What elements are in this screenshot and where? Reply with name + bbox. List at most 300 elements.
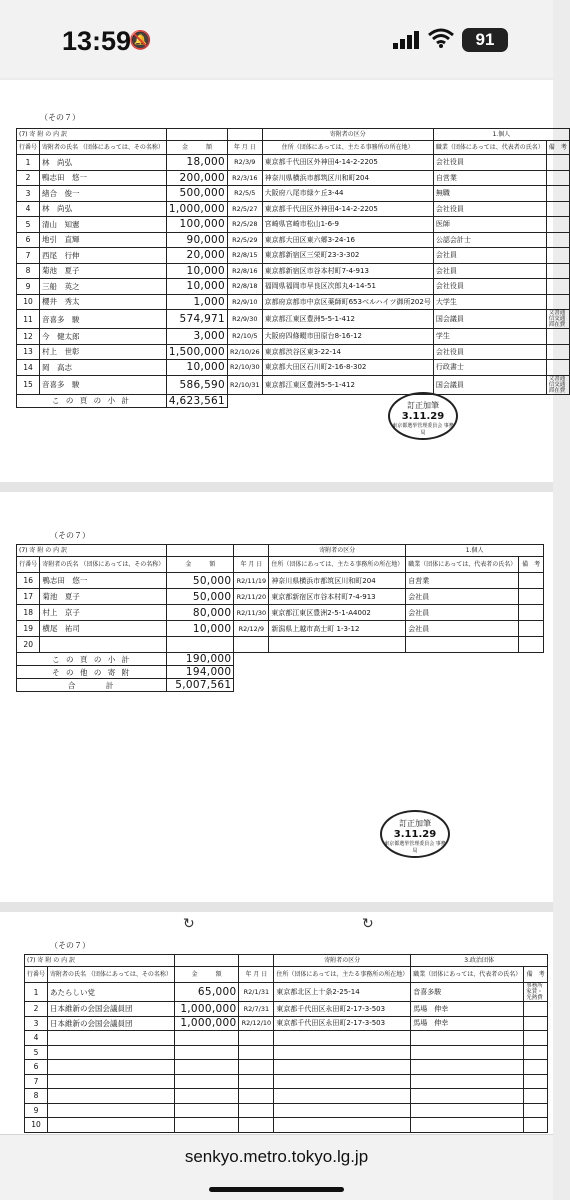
donor-name [48, 1074, 175, 1089]
donation-table-2 [16, 544, 544, 692]
row-number: 2 [17, 170, 40, 186]
rotate-icon: ↻ [362, 916, 374, 932]
donor-address: 東京都江東区豊洲5-5-1-412 [262, 375, 433, 394]
row-number: 14 [17, 360, 40, 376]
donation-date [239, 1089, 274, 1104]
donor-name: 音喜多 駿 [40, 375, 167, 394]
table-row [17, 155, 570, 171]
donor-occupation: 国会議員 [433, 310, 546, 329]
donor-name [48, 1060, 175, 1075]
donation-date: R2/8/16 [228, 263, 263, 279]
url-bar[interactable] [0, 1134, 553, 1200]
row-number: 10 [17, 294, 40, 310]
row-no-header: 行番号 [17, 141, 40, 155]
donation-date [234, 637, 269, 653]
donation-date: R2/5/5 [228, 186, 263, 202]
donor-address: 神奈川県横浜市都筑区川和町204 [262, 170, 433, 186]
table-row [25, 983, 548, 1002]
table-row [17, 170, 570, 186]
donation-amount: 80,000 [167, 605, 234, 621]
donation-amount [174, 1060, 239, 1075]
donor-name [40, 637, 167, 653]
remarks [519, 589, 544, 605]
donation-amount: 10,000 [166, 360, 227, 376]
donor-name: 横尾 祐司 [40, 621, 167, 637]
donation-amount [174, 1074, 239, 1089]
row-number: 9 [17, 279, 40, 295]
date-header: 年 月 日 [239, 967, 274, 983]
donor-address: 東京都千代田区永田町2-17-3-503 [274, 1016, 411, 1031]
remarks [524, 1045, 548, 1060]
donor-occupation: 無職 [433, 186, 546, 202]
signal-icon [393, 31, 421, 49]
remarks [524, 1074, 548, 1089]
document-page-2 [0, 492, 553, 902]
document-page-3 [0, 912, 553, 1134]
section-title: (7) 寄 附 の 内 訳 [25, 955, 175, 967]
row-number: 18 [17, 605, 40, 621]
donation-table-1 [16, 128, 570, 408]
donation-amount: 1,000,000 [174, 1002, 239, 1017]
donor-occupation: 会社員 [406, 621, 519, 637]
donor-address [274, 1031, 411, 1046]
donor-address: 宮崎県宮崎市松山1-6-9 [262, 217, 433, 233]
donation-amount: 1,000,000 [166, 201, 227, 217]
donation-date: R2/11/19 [234, 573, 269, 589]
row-number: 2 [25, 1002, 48, 1017]
table-row [25, 1089, 548, 1104]
remarks: 文書通信交通滞在費 [546, 310, 569, 329]
job-header: 職業（団体にあっては、代表者の氏名） [433, 141, 546, 155]
donor-occupation: 医師 [433, 217, 546, 233]
page-divider [0, 902, 553, 912]
table-row [17, 310, 570, 329]
remarks [524, 1031, 548, 1046]
donor-name: 音喜多 駿 [40, 310, 167, 329]
row-number: 4 [25, 1031, 48, 1046]
row-number: 5 [17, 217, 40, 233]
donation-date: R2/3/16 [228, 170, 263, 186]
donation-amount: 10,000 [166, 279, 227, 295]
donor-occupation [411, 1045, 524, 1060]
row-no-header: 行番号 [17, 557, 40, 573]
donor-address [274, 1089, 411, 1104]
remarks [524, 1002, 548, 1017]
row-number: 15 [17, 375, 40, 394]
page-label: （その７） [50, 531, 90, 540]
row-number: 8 [25, 1089, 48, 1104]
donor-address: 東京都千代田区外神田4-14-2-2205 [262, 201, 433, 217]
donation-date: R2/10/30 [228, 360, 263, 376]
donor-name [48, 1031, 175, 1046]
donor-occupation: 自営業 [406, 573, 519, 589]
remarks [519, 573, 544, 589]
donor-address: 京都府京都市中京区薬師町653ベルハイツ御所202号 [262, 294, 433, 310]
section-title: (7) 寄 附 の 内 訳 [17, 129, 167, 141]
donor-occupation [411, 1060, 524, 1075]
table-row [17, 344, 570, 360]
table-row [25, 1060, 548, 1075]
donor-name [48, 1089, 175, 1104]
remarks [524, 1118, 548, 1133]
donation-amount [174, 1089, 239, 1104]
donor-address: 大阪府四條畷市田原台8-16-12 [262, 329, 433, 345]
donor-name: 櫻井 秀太 [40, 294, 167, 310]
remarks [524, 1016, 548, 1031]
donation-amount: 3,000 [166, 329, 227, 345]
total-label: 合 計 [17, 679, 167, 692]
donation-date: R2/12/10 [239, 1016, 274, 1031]
wifi-icon [428, 28, 454, 48]
donation-date: R2/8/15 [228, 248, 263, 264]
donation-date [239, 1074, 274, 1089]
donation-amount: 586,590 [166, 375, 227, 394]
name-header: 寄附者の氏名 （団体にあっては、その名称） [48, 967, 175, 983]
donor-occupation: 会社役員 [433, 155, 546, 171]
table-row [25, 1002, 548, 1017]
donor-address: 神奈川県横浜市都筑区川和町204 [269, 573, 406, 589]
donor-address [269, 637, 406, 653]
donor-occupation: 大学生 [433, 294, 546, 310]
amount-header: 金 額 [174, 967, 239, 983]
donor-name: あたらしい党 [48, 983, 175, 1002]
row-number: 17 [17, 589, 40, 605]
remarks [519, 637, 544, 653]
donor-name: 菊池 夏子 [40, 589, 167, 605]
donation-date: R2/11/30 [234, 605, 269, 621]
donation-amount: 10,000 [167, 621, 234, 637]
page-label: （その７） [40, 113, 80, 122]
donor-address: 新潟県上越市高士町 1-3-12 [269, 621, 406, 637]
table-row [25, 1103, 548, 1118]
donation-amount: 574,971 [166, 310, 227, 329]
donor-address [274, 1060, 411, 1075]
donation-date: R2/5/28 [228, 217, 263, 233]
donor-name [48, 1045, 175, 1060]
donor-address [274, 1103, 411, 1118]
kubun-header: 寄附者の区分 [269, 545, 406, 557]
table-row [25, 1118, 548, 1133]
donor-address [274, 1074, 411, 1089]
table-row [17, 375, 570, 394]
kubun-value: 1.個人 [406, 545, 544, 557]
donor-occupation: 国会議員 [433, 375, 546, 394]
donation-date: R2/1/31 [239, 983, 274, 1002]
donation-amount: 200,000 [166, 170, 227, 186]
donor-name: 村上 京子 [40, 605, 167, 621]
remarks [519, 621, 544, 637]
subtotal-label: こ の 頁 の 小 計 [17, 653, 167, 666]
donation-date: R2/10/26 [228, 344, 263, 360]
remarks-header: 備 考 [524, 967, 548, 983]
donor-name [48, 1118, 175, 1133]
row-number: 8 [17, 263, 40, 279]
donation-amount: 1,500,000 [166, 344, 227, 360]
donation-date [239, 1103, 274, 1118]
donor-address [274, 1118, 411, 1133]
remarks-header: 備 考 [519, 557, 544, 573]
amount-header: 金 額 [167, 557, 234, 573]
donation-date: R2/12/9 [234, 621, 269, 637]
row-number: 6 [25, 1060, 48, 1075]
donor-address: 東京都大田区東六郷3-24-16 [262, 232, 433, 248]
donation-amount [174, 1045, 239, 1060]
remarks [546, 329, 569, 345]
donor-address: 東京都大田区石川町2-16-8-302 [262, 360, 433, 376]
remarks [524, 1103, 548, 1118]
page-divider [0, 482, 553, 492]
table-row [17, 329, 570, 345]
donor-address: 東京都千代田区永田町2-17-3-503 [274, 1002, 411, 1017]
row-number: 5 [25, 1045, 48, 1060]
donor-name: 村上 世彰 [40, 344, 167, 360]
donor-name: 清山 知憲 [40, 217, 167, 233]
table-row [17, 294, 570, 310]
row-number: 7 [17, 248, 40, 264]
donor-occupation [411, 1118, 524, 1133]
remarks-header: 備 考 [546, 141, 569, 155]
donor-name: 林 尚弘 [40, 155, 167, 171]
subtotal-label: こ の 頁 の 小 計 [17, 394, 167, 407]
donor-occupation: 馬場 伸幸 [411, 1016, 524, 1031]
row-no-header: 行番号 [25, 967, 48, 983]
donation-date: R2/11/20 [234, 589, 269, 605]
donor-address: 東京都新宿区三栄町23-3-302 [262, 248, 433, 264]
donation-date: R2/9/30 [228, 310, 263, 329]
remarks: 事務所家賃・光熱費 [524, 983, 548, 1002]
donor-address [274, 1045, 411, 1060]
donor-name [48, 1103, 175, 1118]
row-number: 1 [17, 155, 40, 171]
donation-date: R2/8/18 [228, 279, 263, 295]
donation-date: R2/5/29 [228, 232, 263, 248]
donation-date: R2/7/31 [239, 1002, 274, 1017]
donor-occupation [406, 637, 519, 653]
table-row [17, 186, 570, 202]
section-title: (7) 寄 附 の 内 訳 [17, 545, 167, 557]
row-number: 12 [17, 329, 40, 345]
donor-name: 菊池 夏子 [40, 263, 167, 279]
kubun-value: 3.政治団体 [411, 955, 548, 967]
correction-stamp: 訂正加筆 3.11.29 東京都選挙管理委員会 事務局 [388, 392, 458, 440]
status-bar [0, 0, 553, 78]
donor-occupation: 会社員 [406, 605, 519, 621]
donor-occupation [411, 1089, 524, 1104]
donation-amount: 50,000 [167, 573, 234, 589]
row-number: 4 [17, 201, 40, 217]
donation-amount: 100,000 [166, 217, 227, 233]
remarks [519, 605, 544, 621]
donation-date: R2/10/31 [228, 375, 263, 394]
bell-slash-icon: 🔕 [129, 30, 152, 51]
table-row [17, 263, 570, 279]
donor-name: 林 尚弘 [40, 201, 167, 217]
row-number: 19 [17, 621, 40, 637]
donor-address: 東京都千代田区外神田4-14-2-2205 [262, 155, 433, 171]
remarks [524, 1060, 548, 1075]
row-number: 16 [17, 573, 40, 589]
table-row [25, 1045, 548, 1060]
row-number: 20 [17, 637, 40, 653]
table-row [17, 279, 570, 295]
table-row [17, 589, 544, 605]
remarks [546, 360, 569, 376]
donor-address: 東京都江東区豊洲2-5-1-A4002 [269, 605, 406, 621]
name-header: 寄附者の氏名 （団体にあっては、その名称） [40, 557, 167, 573]
donation-amount: 1,000 [166, 294, 227, 310]
donor-name: 鴨志田 悠一 [40, 170, 167, 186]
date-header: 年 月 日 [228, 141, 263, 155]
donation-amount: 20,000 [166, 248, 227, 264]
table-row [17, 201, 570, 217]
remarks [546, 263, 569, 279]
remarks [546, 217, 569, 233]
donor-occupation: 会社員 [406, 589, 519, 605]
donor-occupation: 公認会計士 [433, 232, 546, 248]
kubun-header: 寄附者の区分 [262, 129, 433, 141]
table-row [25, 1016, 548, 1031]
donor-address: 東京都新宿区市谷本村町7-4-913 [262, 263, 433, 279]
donation-amount: 1,000,000 [174, 1016, 239, 1031]
table-row [17, 605, 544, 621]
donation-date [239, 1031, 274, 1046]
donor-name: 日本維新の会国会議員団 [48, 1016, 175, 1031]
row-number: 6 [17, 232, 40, 248]
donation-date [239, 1118, 274, 1133]
donor-address: 大阪府八尾市緑ケ丘3-44 [262, 186, 433, 202]
kubun-header: 寄附者の区分 [274, 955, 411, 967]
remarks: 文書通信交通滞在費 [546, 375, 569, 394]
donation-amount: 90,000 [166, 232, 227, 248]
donor-occupation [411, 1103, 524, 1118]
other-label: そ の 他 の 寄 附 [17, 666, 167, 679]
subtotal-value: 4,623,561 [166, 394, 227, 407]
battery-indicator: 91 [462, 28, 508, 52]
donor-address: 東京都渋谷区東3-22-14 [262, 344, 433, 360]
donor-name: 西尾 行伸 [40, 248, 167, 264]
document-page-1 [0, 80, 567, 482]
donor-occupation: 音喜多駿 [411, 983, 524, 1002]
donor-occupation [411, 1074, 524, 1089]
row-number: 10 [25, 1118, 48, 1133]
remarks [546, 201, 569, 217]
row-number: 13 [17, 344, 40, 360]
donation-amount: 10,000 [166, 263, 227, 279]
page-label: （その７） [50, 941, 90, 950]
row-number: 3 [17, 186, 40, 202]
donor-name: 日本維新の会国会議員団 [48, 1002, 175, 1017]
table-row [17, 248, 570, 264]
donor-address: 福岡県福岡市早良区次郎丸4-14-51 [262, 279, 433, 295]
address-header: 住所（団体にあっては、主たる事務所の所在地） [274, 967, 411, 983]
total-value: 5,007,561 [167, 679, 234, 692]
donor-name: 地引 直輝 [40, 232, 167, 248]
donor-occupation: 会社員 [433, 248, 546, 264]
donor-occupation: 会社役員 [433, 279, 546, 295]
table-row [17, 573, 544, 589]
donor-name: 三船 英之 [40, 279, 167, 295]
remarks [546, 186, 569, 202]
remarks [546, 170, 569, 186]
donation-amount [174, 1103, 239, 1118]
donation-amount: 500,000 [166, 186, 227, 202]
donation-amount: 18,000 [166, 155, 227, 171]
donor-occupation: 会社役員 [433, 344, 546, 360]
donation-amount: 65,000 [174, 983, 239, 1002]
rotate-icon: ↻ [183, 916, 195, 932]
remarks [546, 279, 569, 295]
donor-address: 東京都新宿区市谷本村町7-4-913 [269, 589, 406, 605]
donor-occupation: 馬場 伸幸 [411, 1002, 524, 1017]
home-indicator[interactable] [209, 1187, 344, 1192]
donor-address: 東京都江東区豊洲5-5-1-412 [262, 310, 433, 329]
table-row [17, 217, 570, 233]
row-number: 1 [25, 983, 48, 1002]
donation-amount [174, 1118, 239, 1133]
job-header: 職業（団体にあっては、代表者の氏名） [411, 967, 524, 983]
donation-table-3 [24, 954, 548, 1133]
row-number: 11 [17, 310, 40, 329]
donor-occupation: 会社員 [433, 263, 546, 279]
table-row [17, 637, 544, 653]
donor-name: 鴨志田 悠一 [40, 573, 167, 589]
correction-stamp: 訂正加筆 3.11.29 東京都選挙管理委員会 事務局 [380, 810, 450, 858]
donor-name: 今 健太郎 [40, 329, 167, 345]
donation-date: R2/5/27 [228, 201, 263, 217]
donation-amount: 50,000 [167, 589, 234, 605]
row-number: 3 [25, 1016, 48, 1031]
donor-occupation: 自営業 [433, 170, 546, 186]
donation-amount [174, 1031, 239, 1046]
row-number: 9 [25, 1103, 48, 1118]
remarks [546, 232, 569, 248]
remarks [524, 1089, 548, 1104]
donation-date: R2/10/5 [228, 329, 263, 345]
donation-date [239, 1045, 274, 1060]
table-row [25, 1031, 548, 1046]
donation-date: R2/3/9 [228, 155, 263, 171]
donor-address: 東京都北区上十条2-25-14 [274, 983, 411, 1002]
remarks [546, 294, 569, 310]
table-row [17, 621, 544, 637]
donation-date: R2/9/10 [228, 294, 263, 310]
table-row [17, 232, 570, 248]
name-header: 寄附者の氏名 （団体にあっては、その名称） [40, 141, 167, 155]
subtotal-value: 190,000 [167, 653, 234, 666]
url-text[interactable]: senkyo.metro.tokyo.lg.jp [184, 1147, 369, 1166]
donation-date [239, 1060, 274, 1075]
clock: 13:59 [62, 26, 132, 56]
donor-name: 緒合 俊一 [40, 186, 167, 202]
donor-occupation: 行政書士 [433, 360, 546, 376]
remarks [546, 248, 569, 264]
remarks [546, 155, 569, 171]
donor-occupation [411, 1031, 524, 1046]
address-header: 住所（団体にあっては、主たる事務所の所在地） [262, 141, 433, 155]
donor-occupation: 会社役員 [433, 201, 546, 217]
kubun-value: 1.個人 [433, 129, 569, 141]
donor-name: 岡 高志 [40, 360, 167, 376]
job-header: 職業（団体にあっては、代表者の氏名） [406, 557, 519, 573]
amount-header: 金 額 [166, 141, 227, 155]
donation-amount [167, 637, 234, 653]
table-row [25, 1074, 548, 1089]
other-value: 194,000 [167, 666, 234, 679]
table-row [17, 360, 570, 376]
row-number: 7 [25, 1074, 48, 1089]
donor-occupation: 学生 [433, 329, 546, 345]
remarks [546, 344, 569, 360]
